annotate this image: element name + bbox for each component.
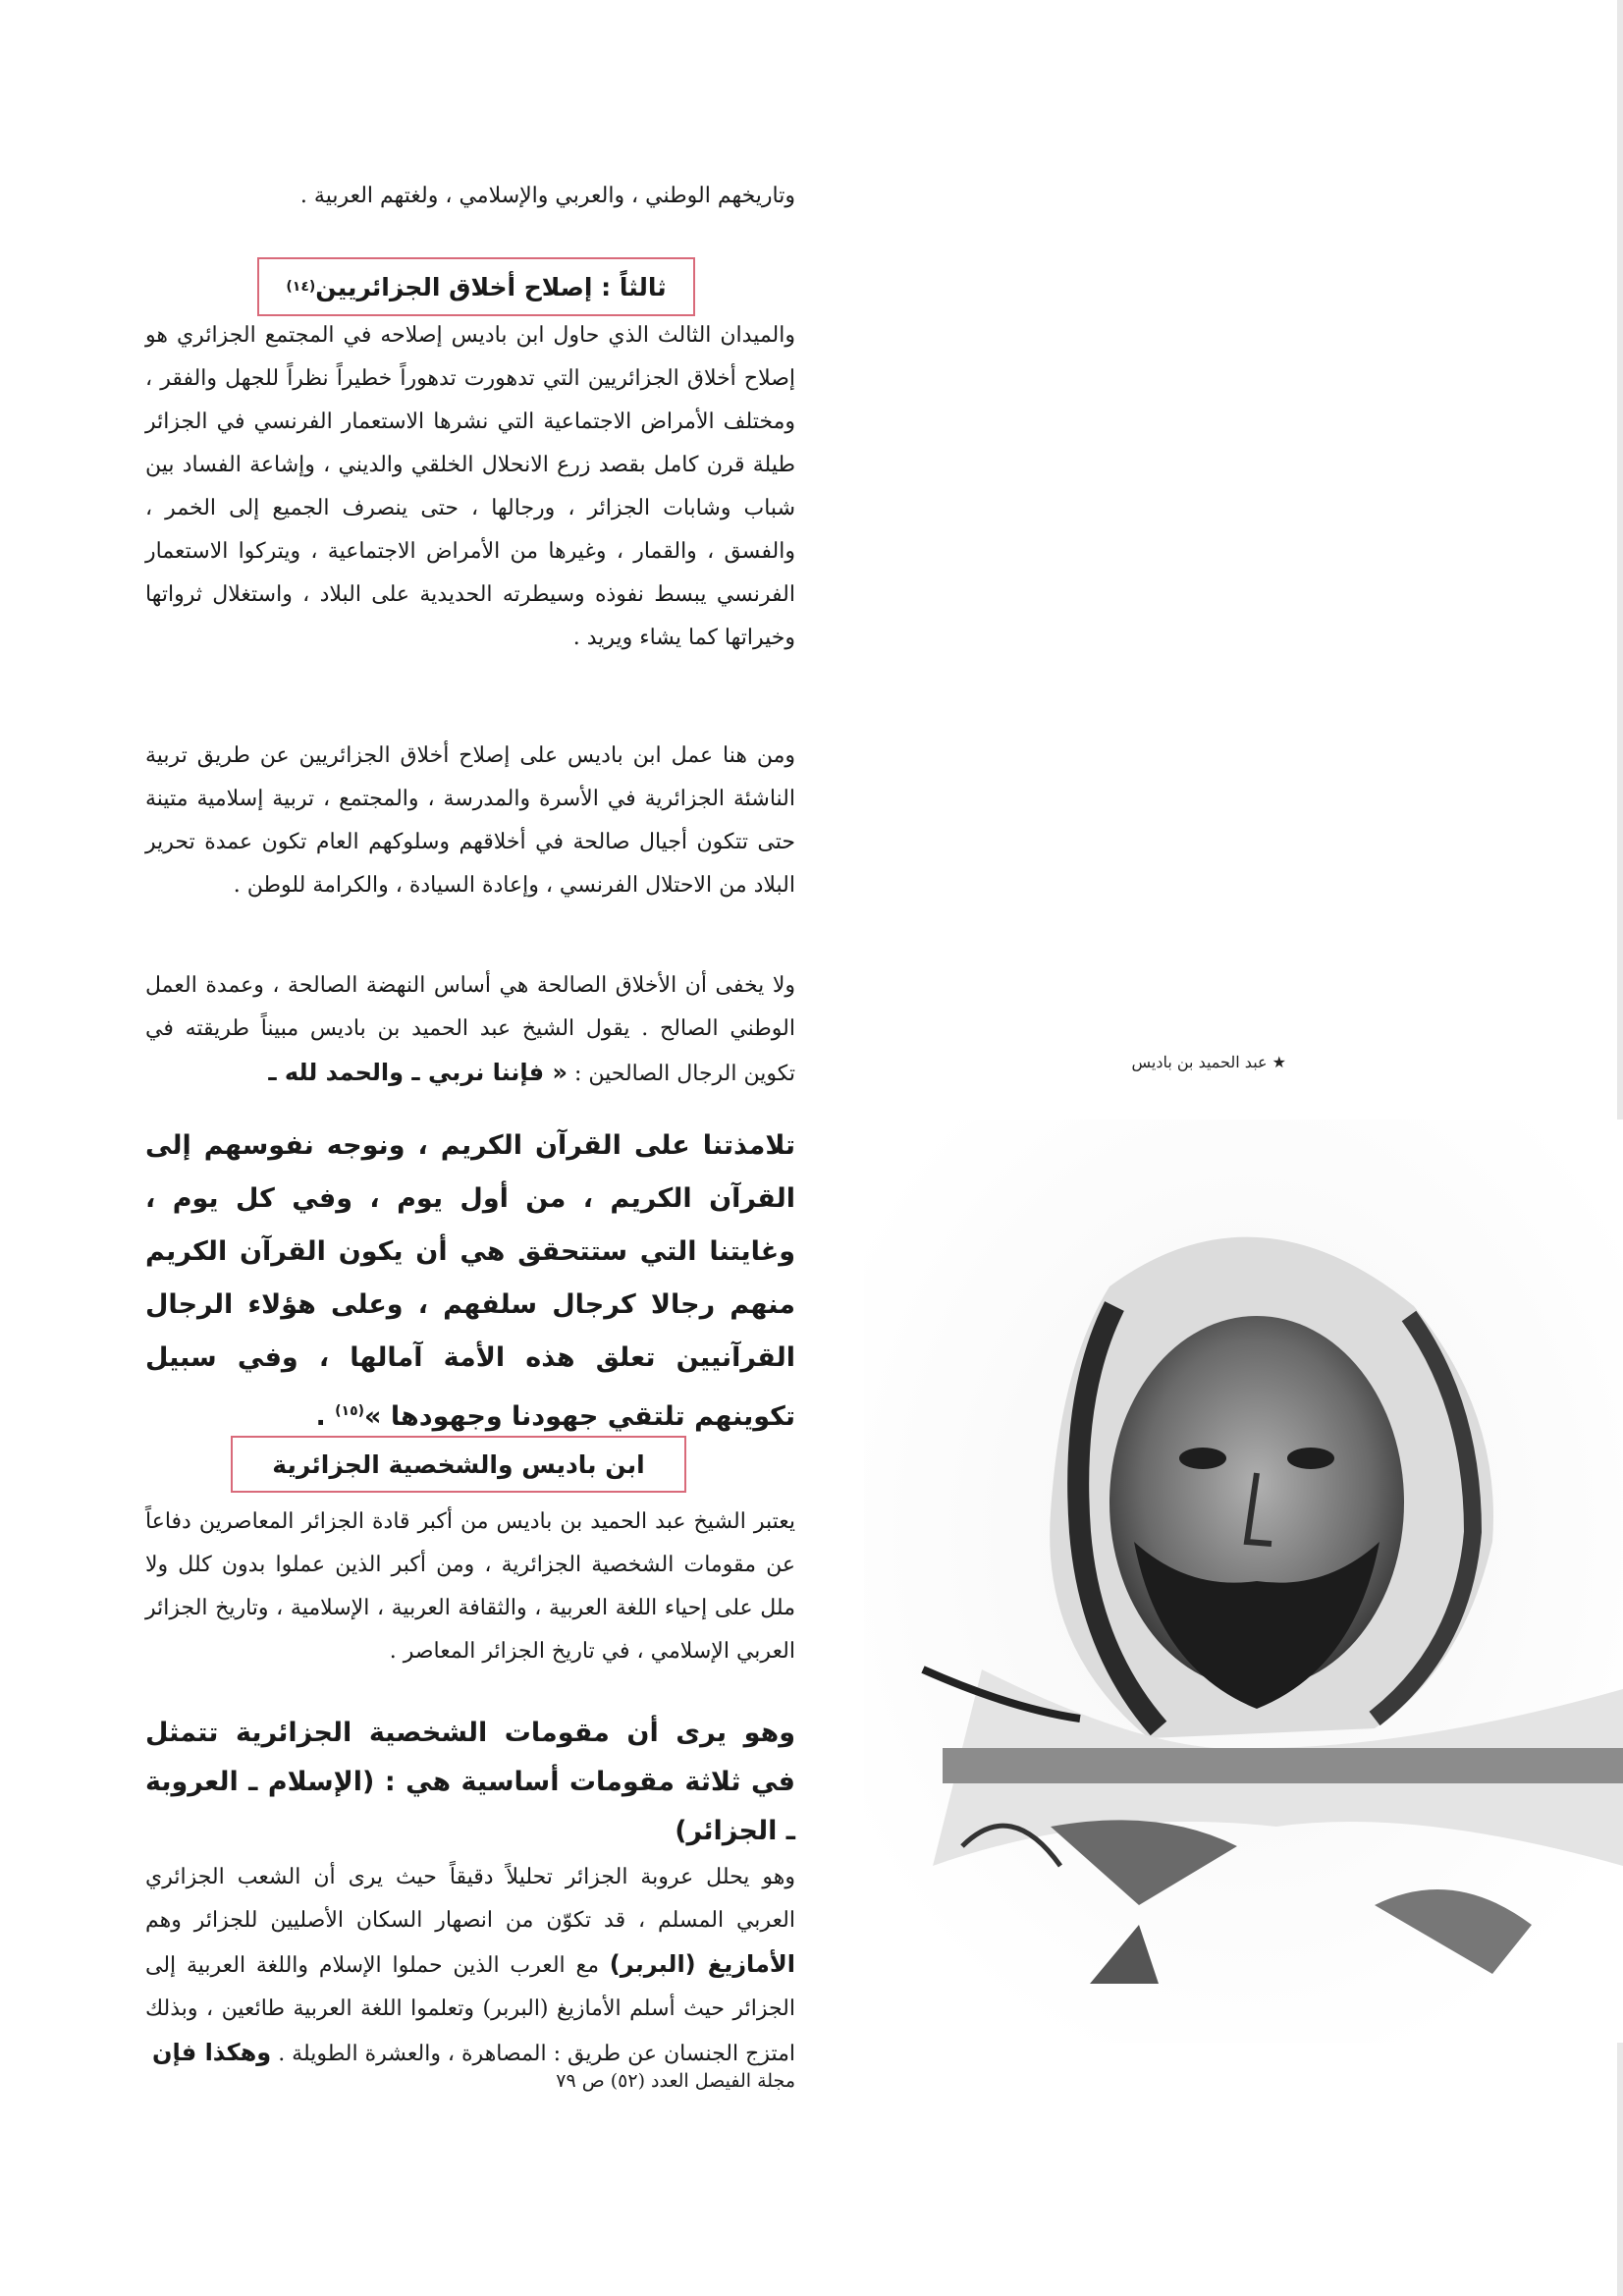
section3-paragraph-1: والميدان الثالث الذي حاول ابن باديس إصلاحه في المجتمع الجزائري هو إصلاح أخلاق الجزائريين التي تدهورت تدهوراً خطيراً نظراً للجهل والفقر ، ومختلف الأمراض الاجتماعية التي نشرها الاستعمار الفرنسي في الجزائر طيلة قرن كامل بقصد زرع الانحلال الخلقي والديني ، وإشاعة الفساد بين شباب وشابات الجزائر ، ورجالها ، حتى ينصرف الجميع إلى الخمر ، والفسق ، والقمار ، وغيرها من الأمراض الاجتماعية ، ويتركوا الاستعمار الفرنسي يبسط نفوذه وسيطرته الحديدية على البلاد ، واستغلال ثرواتها وخيراتها كما يشاء ويريد .: [145, 323, 795, 650]
ben-badis-quote: [145, 1120, 795, 1444]
section3-paragraph-3-text: ولا يخفى أن الأخلاق الصالحة هي أساس النهضة الصالحة ، وعمدة العمل الوطني الصالح . يقول الشيخ عبد الحميد بن باديس مبيناً طريقته في تكوين الرجال الصالحين :: [145, 973, 795, 1086]
section-heading-identity: [231, 1436, 686, 1493]
section-heading-ethics-text: ثالثاً : إصلاح أخلاق الجزائريين: [315, 272, 667, 301]
page-footer-citation: مجلة الفيصل العدد (٥٢) ص ٧٩: [556, 2070, 795, 2092]
section3-paragraph-3: [145, 964, 795, 1096]
section3-body: [145, 314, 795, 660]
section4-paragraph-1: يعتبر الشيخ عبد الحميد بن باديس من أكبر قادة الجزائر المعاصرين دفاعاً عن مقومات الشخصية الجزائرية ، ومن أكبر الذين عملوا بدون كلل ولا ملل على إحياء اللغة العربية ، والثقافة العربية ، الإسلامية ، وتاريخ الجزائر العربي الإسلامي ، في تاريخ الجزائر المعاصر .: [145, 1509, 795, 1664]
section3-quote-opening: « فإننا نربي ـ والحمد لله ـ: [268, 1059, 568, 1086]
section4-paragraph-2-text: وهو يحلل عروبة الجزائر تحليلاً دقيقاً حيث يرى أن الشعب الجزائري العربي المسلم ، قد تكوّن من انصهار السكان الأصليين للجزائر وهم: [145, 1865, 795, 1933]
section4-paragraph-2-text-2: مع العرب الذين حملوا الإسلام واللغة العربية إلى الجزائر حيث أسلم الأمازيغ (البربر) وتعلموا اللغة العربية طائعين ، وبذلك امتزج الجنسان عن طريق : المصاهرة ، والعشرة الطويلة .: [145, 1953, 795, 2066]
intro-line: وتاريخهم الوطني ، والعربي والإسلامي ، ولغتهم العربية .: [299, 184, 795, 208]
amazigh-term: الأمازيغ (البربر): [609, 1950, 795, 1978]
section3-paragraph-2: ومن هنا عمل ابن باديس على إصلاح أخلاق الجزائريين عن طريق تربية الناشئة الجزائرية في الأسرة والمدرسة ، والمجتمع ، تربية إسلامية متينة حتى تتكون أجيال صالحة في أخلاقهم وسلوكهم العام تكون عمدة تحرير البلاد من الاحتلال الفرنسي ، وإعادة السيادة ، والكرامة للوطن .: [145, 743, 795, 898]
section4-paragraph-2-bold: وهو يرى أن مقومات الشخصية الجزائرية تتمثل في ثلاثة مقومات أساسية هي : (الإسلام ـ العروبة ـ الجزائر): [145, 1718, 795, 1846]
section3-body-3: [145, 964, 795, 1096]
section4-paragraph-2: [145, 1856, 795, 2076]
photo-caption: ★ عبد الحميد بن باديس: [1131, 1053, 1286, 1071]
section-heading-ethics: [257, 257, 695, 316]
footnote-ref-15: (١٥): [335, 1403, 365, 1419]
quote-body: تلامذتنا على القرآن الكريم ، ونوجه نفوسهم إلى القرآن الكريم ، من أول يوم ، وفي كل يوم ، وغايتنا التي ستتحقق هي أن يكون القرآن الكريم منهم رجالا كرجال سلفهم ، وعلى هؤلاء الرجال القرآنيين تعلق هذه الأمة آمالها ، وفي سبيل تكوينهم تلتقي جهودنا وجهودها »: [145, 1130, 795, 1432]
intro-paragraph: [145, 175, 795, 218]
section4-body: [145, 1501, 795, 1673]
portrait-photo: [864, 1120, 1623, 2043]
section3-body-2: [145, 735, 795, 907]
section4-body-2: [145, 1709, 795, 2076]
section-heading-identity-text: ابن باديس والشخصية الجزائرية: [272, 1449, 645, 1479]
ben-badis-quote-text: تلامذتنا على القرآن الكريم ، ونوجه نفوسهم إلى القرآن الكريم ، من أول يوم ، وفي كل يوم ، وغايتنا التي ستتحقق هي أن يكون القرآن الكريم منهم رجالا كرجال سلفهم ، وعلى هؤلاء الرجال القرآنيين تعلق هذه الأمة آمالها ، وفي سبيل تكوينهم تلتقي جهودنا وجهودها »$^{(١٥)}$ .: [145, 1130, 795, 1432]
section4-closing-phrase: وهكذا فإن: [152, 2039, 272, 2066]
footnote-ref-14: (١٤): [286, 279, 316, 295]
